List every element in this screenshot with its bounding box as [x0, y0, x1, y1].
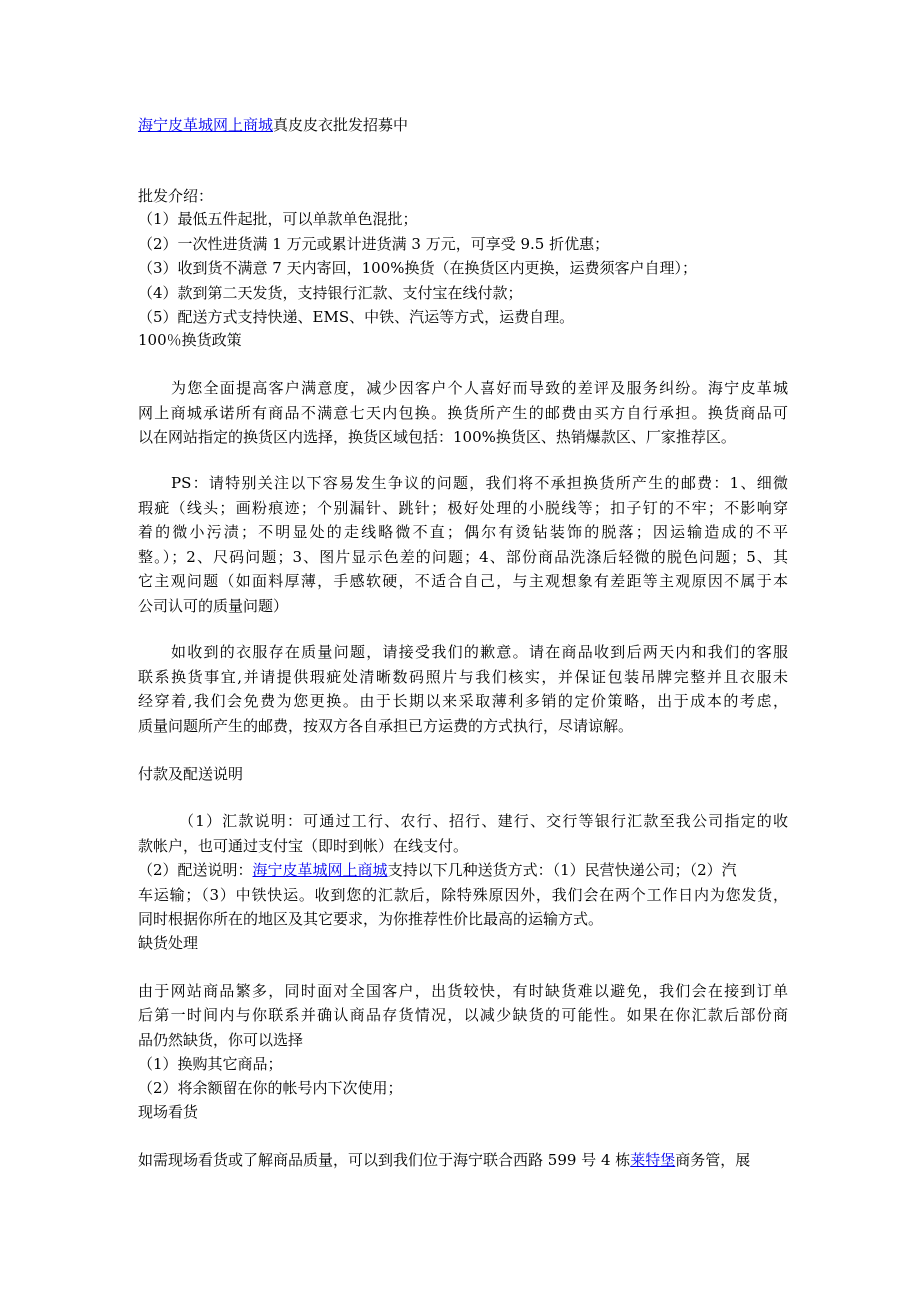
- wholesale-item: （2）一次性进货满 1 万元或累计进货满 3 万元，可享受 9.5 折优惠；: [138, 235, 610, 253]
- payment-p2-line: 车运输；（3）中铁快运。收到您的汇款后，除特殊原因外，我们会在两个工作日内为您发货，: [138, 886, 788, 904]
- exchange-para2-line: 公司认可的质量问题）: [138, 597, 289, 615]
- payment-heading: 付款及配送说明: [138, 765, 244, 783]
- wholesale-item: （4）款到第二天发货，支持银行汇款、支付宝在线付款；: [138, 284, 523, 302]
- shortage-heading: 缺货处理: [138, 934, 199, 952]
- exchange-para2-line: 它主观问题（如面料厚薄，手感软硬，不适合自己，与主观想象有差距等主观原因不属于本: [138, 572, 788, 590]
- exchange-heading: 100％换货政策: [138, 331, 242, 349]
- exchange-para1-line: 以在网站指定的换货区内选择，换货区域包括：100%换货区、热销爆款区、厂家推荐区。: [138, 428, 736, 446]
- payment-p2-rest: 支持以下几种送货方式：（1）民营快递公司；（2）汽: [387, 861, 737, 879]
- visit-prefix: 如需现场看货或了解商品质量，可以到我们位于海宁联合西路 599 号 4 栋: [138, 1151, 631, 1169]
- mall-link[interactable]: 海宁皮革城网上商城: [138, 116, 274, 134]
- page-title: [138, 114, 408, 136]
- shortage-para-line: 后第一时间内与你联系并确认商品存货情况，以减少缺货的可能性。如果在你汇款后部份商: [138, 1006, 788, 1024]
- exchange-para3-line: 质量问题所产生的邮费，按双方各自承担已方运费的方式执行，尽请谅解。: [138, 717, 634, 735]
- payment-p2-prefix: （2）配送说明：: [138, 861, 253, 879]
- exchange-para2-line: PS：请特别关注以下容易发生争议的问题，我们将不承担换货所产生的邮费：1、细微: [171, 474, 788, 492]
- exchange-para1-line: 为您全面提高客户满意度，减少因客户个人喜好而导致的差评及服务纠纷。海宁皮革城: [171, 379, 788, 397]
- visit-heading: 现场看货: [138, 1103, 199, 1121]
- payment-p2-line: 同时根据你所在的地区及其它要求，为你推荐性价比最高的运输方式。: [138, 910, 604, 928]
- payment-p1-line: （1）汇款说明：可通过工行、农行、招行、建行、交行等银行汇款至我公司指定的收: [179, 812, 788, 830]
- visit-rest: 商务管，展: [675, 1151, 751, 1169]
- title-text: 真皮皮衣批发招募中: [273, 116, 409, 134]
- payment-p2-line: [138, 859, 737, 881]
- wholesale-item: （5）配送方式支持快递、EMS、中铁、汽运等方式，运费自理。: [138, 308, 575, 326]
- laitebao-link[interactable]: 莱特堡: [630, 1151, 676, 1169]
- wholesale-heading: 批发介绍：: [138, 187, 214, 205]
- wholesale-item: （1）最低五件起批，可以单款单色混批；: [138, 210, 418, 228]
- exchange-para2-line: 着的微小污渍；不明显处的走线略微不直；偶尔有烫钻装饰的脱落；因运输造成的不平: [138, 523, 788, 541]
- shortage-item: （1）换购其它商品；: [138, 1055, 283, 1073]
- shortage-para-line: 由于网站商品繁多，同时面对全国客户，出货较快，有时缺货难以避免，我们会在接到订单: [138, 982, 788, 1000]
- exchange-para1-line: 网上商城承诺所有商品不满意七天内包换。换货所产生的邮费由买方自行承担。换货商品可: [138, 404, 788, 422]
- exchange-para3-line: 经穿着,我们会免费为您更换。由于长期以来采取薄利多销的定价策略，出于成本的考虑，: [138, 692, 788, 710]
- exchange-para3-line: 如收到的衣服存在质量问题，请接受我们的歉意。请在商品收到后两天内和我们的客服: [171, 643, 788, 661]
- wholesale-item: （3）收到货不满意 7 天内寄回，100%换货（在换货区内更换，运费须客户自理）；: [138, 259, 698, 277]
- exchange-para2-line: 瑕疵（线头；画粉痕迹；个别漏针、跳针；极好处理的小脱线等；扣子钉的不牢；不影响穿: [138, 499, 788, 517]
- shortage-item: （2）将余额留在你的帐号内下次使用；: [138, 1079, 403, 1097]
- mall-link-2[interactable]: 海宁皮革城网上商城: [252, 861, 388, 879]
- visit-para-line: [138, 1149, 750, 1171]
- shortage-para-line: 品仍然缺货，你可以选择: [138, 1031, 304, 1049]
- exchange-para3-line: 联系换货事宜,并请提供瑕疵处清晰数码照片与我们核实，并保证包装吊牌完整并且衣服未: [138, 668, 788, 686]
- payment-p1-line: 款帐户，也可通过支付宝（即时到帐）在线支付。: [138, 837, 469, 855]
- exchange-para2-line: 整。）；2、尺码问题；3、图片显示色差的问题；4、部份商品洗涤后轻微的脱色问题；5、其: [138, 548, 788, 566]
